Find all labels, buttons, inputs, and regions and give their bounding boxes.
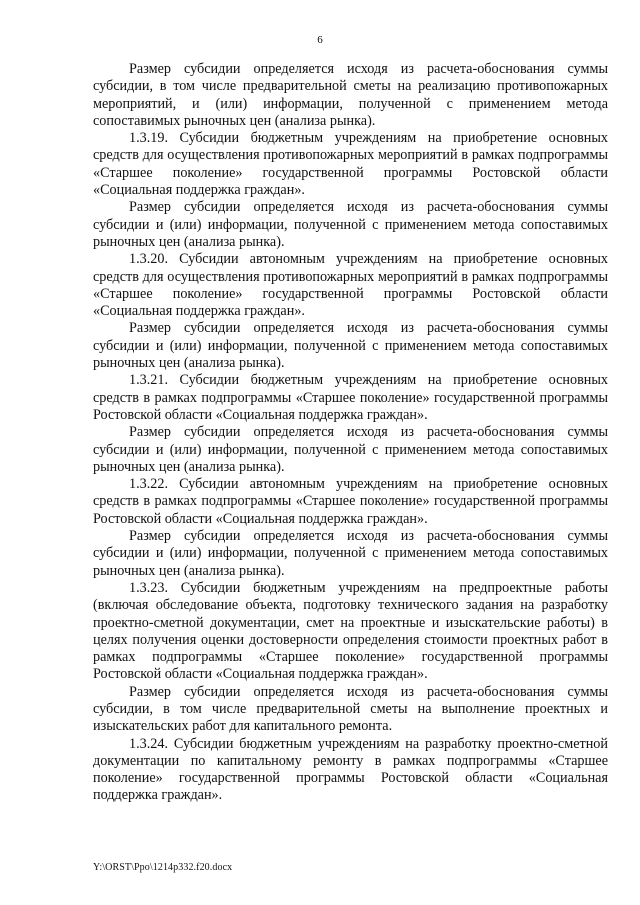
paragraph: 1.3.23. Субсидии бюджетным учреждениям на предпроектные работы (включая обследование объекта, подготовку технического задания на разработку проектно-сметной документации, смет на проектные и изыскательские работы) в целях получения оценки достоверности определения стоимости проектных работ в рамках подпрограммы «Старшее поколение» государственной программы Ростовской области «Социальная поддержка граждан». xyxy=(93,579,608,683)
paragraph: Размер субсидии определяется исходя из расчета-обоснования суммы субсидии и (или) информации, полученной с применением метода сопоставимых рыночных цен (анализа рынка). xyxy=(93,528,608,579)
paragraph: 1.3.24. Субсидии бюджетным учреждениям на разработку проектно-сметной документации по капитальному ремонту в рамках подпрограммы «Старшее поколение» государственной программы Ростовской области «Социальная поддержка граждан». xyxy=(93,735,608,804)
paragraph: 1.3.21. Субсидии бюджетным учреждениям на приобретение основных средств в рамках подпрограммы «Старшее поколение» государственной программы Ростовской области «Социальная поддержка граждан». xyxy=(93,372,608,423)
paragraph: Размер субсидии определяется исходя из расчета-обоснования суммы субсидии и (или) информации, полученной с применением метода сопоставимых рыночных цен (анализа рынка). xyxy=(93,199,608,250)
paragraph: Размер субсидии определяется исходя из расчета-обоснования суммы субсидии, в том числе предварительной сметы на реализацию противопожарных мероприятий, и (или) информации, полученной с применением метода сопоставимых рыночных цен (анализа рынка). xyxy=(93,61,608,129)
paragraph: Размер субсидии определяется исходя из расчета-обоснования суммы субсидии и (или) информации, полученной с применением метода сопоставимых рыночных цен (анализа рынка). xyxy=(93,424,608,475)
paragraph: Размер субсидии определяется исходя из расчета-обоснования суммы субсидии и (или) информации, полученной с применением метода сопоставимых рыночных цен (анализа рынка). xyxy=(93,320,608,372)
footer-file-path: Y:\ORST\Ppo\1214p332.f20.docx xyxy=(93,862,233,873)
paragraph: Размер субсидии определяется исходя из расчета-обоснования суммы субсидии, в том числе предварительной сметы на выполнение проектных и изыскательских работ для капитального ремонта. xyxy=(93,683,608,735)
page-number: 6 xyxy=(317,34,323,46)
document-body xyxy=(93,61,608,805)
paragraph: 1.3.20. Субсидии автономным учреждениям на приобретение основных средств для осуществления противопожарных мероприятий в рамках подпрограммы «Старшее поколение» государственной программы Ростовской области «Социальная поддержка граждан». xyxy=(93,251,608,320)
paragraph: 1.3.19. Субсидии бюджетным учреждениям на приобретение основных средств для осуществления противопожарных мероприятий в рамках подпрограммы «Старшее поколение» государственной программы Ростовской области «Социальная поддержка граждан». xyxy=(93,130,608,199)
paragraph: 1.3.22. Субсидии автономным учреждениям на приобретение основных средств в рамках подпрограммы «Старшее поколение» государственной программы Ростовской области «Социальная поддержка граждан». xyxy=(93,476,608,527)
